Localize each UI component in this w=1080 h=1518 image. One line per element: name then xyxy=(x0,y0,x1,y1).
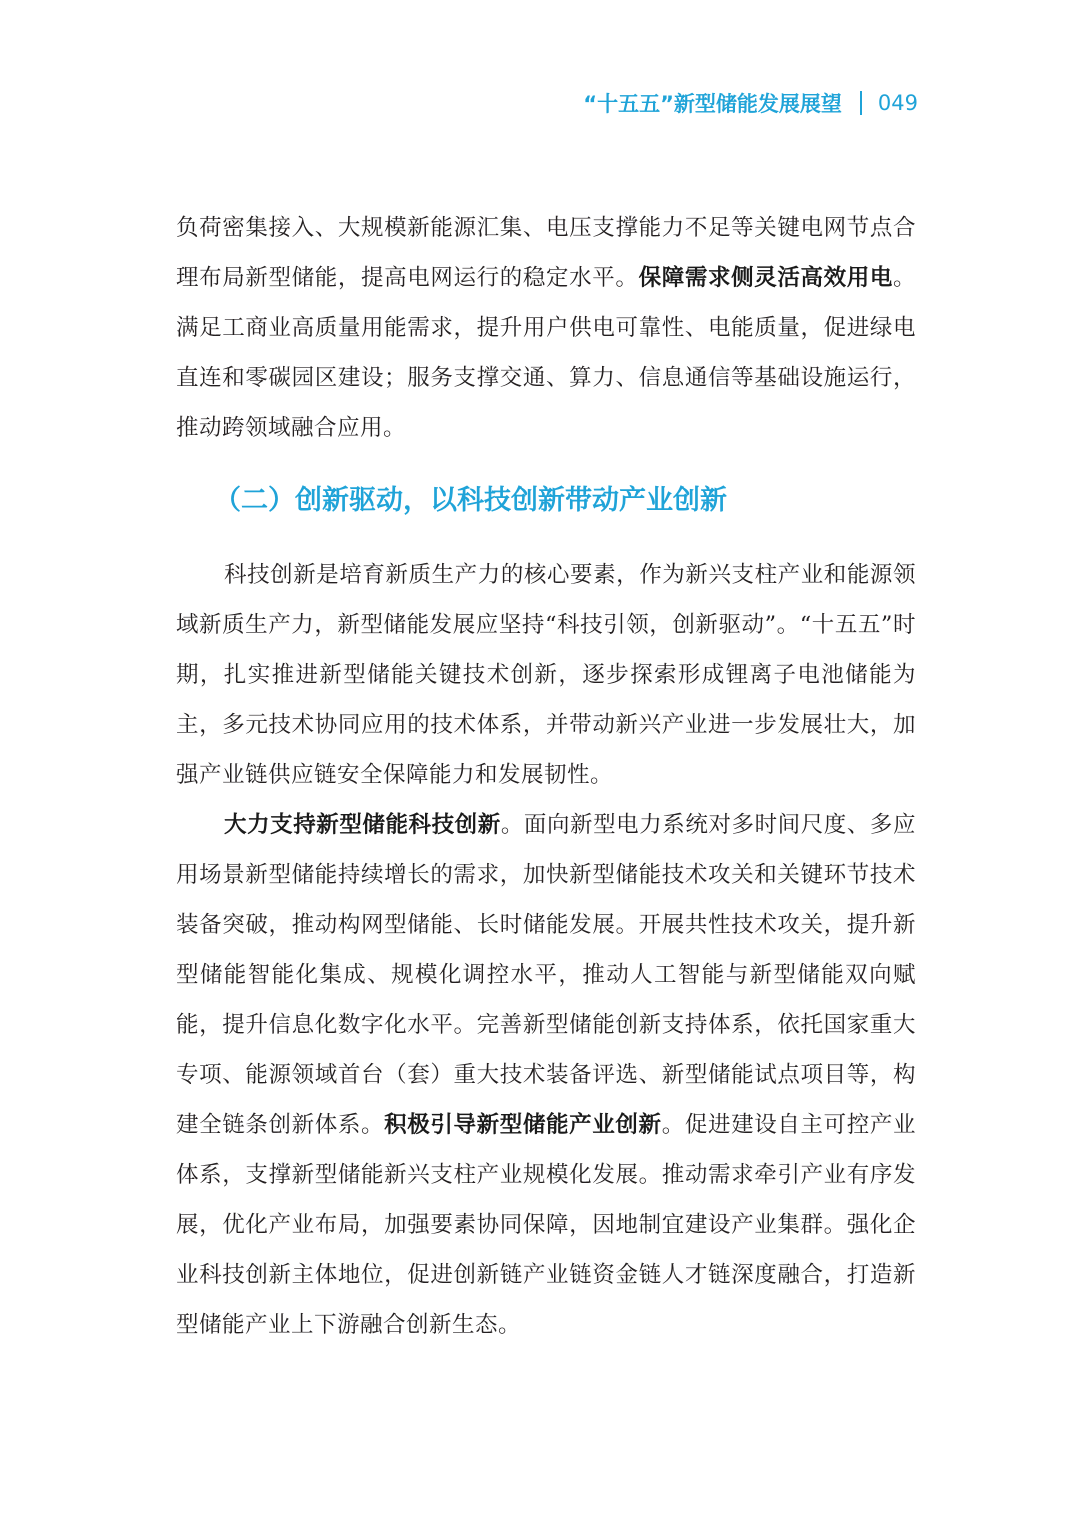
paragraph-2 xyxy=(176,550,916,800)
paragraph-1 xyxy=(176,203,916,453)
page-header xyxy=(583,88,918,118)
paragraph-1-bold-phrase: 保障需求侧灵活高效用电 xyxy=(638,265,893,291)
paragraph-1-text-b: 。满足工商业高质量用能需求，提升用户供电可靠性、电能质量，促进绿电直连和零碳园区建设；服务支撑交通、算力、信息通信等基础设施运行，推动跨领域融合应用。 xyxy=(176,265,916,441)
page-number: 049 xyxy=(877,91,918,115)
paragraph-3-text-a: 。面向新型电力系统对多时间尺度、多应用场景新型储能持续增长的需求，加快新型储能技术攻关和关键环节技术装备突破，推动构网型储能、长时储能发展。开展共性技术攻关，提升新型储能智能化集成、规模化调控水平，推动人工智能与新型储能双向赋能，提升信息化数字化水平。完善新型储能创新支持体系，依托国家重大专项、能源领域首台（套）重大技术装备评选、新型储能试点项目等，构建全链条创新体系。 xyxy=(176,812,916,1138)
section-heading: （二）创新驱动，以科技创新带动产业创新 xyxy=(214,485,727,516)
header-divider xyxy=(860,91,862,115)
header-title: “十五五”新型储能发展展望 xyxy=(583,92,842,116)
paragraph-3 xyxy=(176,800,916,1350)
paragraph-3-bold-phrase-1: 大力支持新型储能科技创新 xyxy=(224,812,501,838)
paragraph-1-text-a: 负荷密集接入、大规模新能源汇集、电压支撑能力不足等关键电网节点合理布局新型储能，提高电网运行的稳定水平。 xyxy=(176,215,916,291)
paragraph-2-text: 科技创新是培育新质生产力的核心要素，作为新兴支柱产业和能源领域新质生产力，新型储能发展应坚持“科技引领，创新驱动”。“十五五”时期，扎实推进新型储能关键技术创新，逐步探索形成锂离子电池储能为主，多元技术协同应用的技术体系，并带动新兴产业进一步发展壮大，加强产业链供应链安全保障能力和发展韧性。 xyxy=(176,562,916,788)
paragraph-3-text-b: 。促进建设自主可控产业体系，支撑新型储能新兴支柱产业规模化发展。推动需求牵引产业有序发展，优化产业布局，加强要素协同保障，因地制宜建设产业集群。强化企业科技创新主体地位，促进创新链产业链资金链人才链深度融合，打造新型储能产业上下游融合创新生态。 xyxy=(176,1112,916,1338)
paragraph-3-bold-phrase-2: 积极引导新型储能产业创新 xyxy=(384,1112,662,1138)
